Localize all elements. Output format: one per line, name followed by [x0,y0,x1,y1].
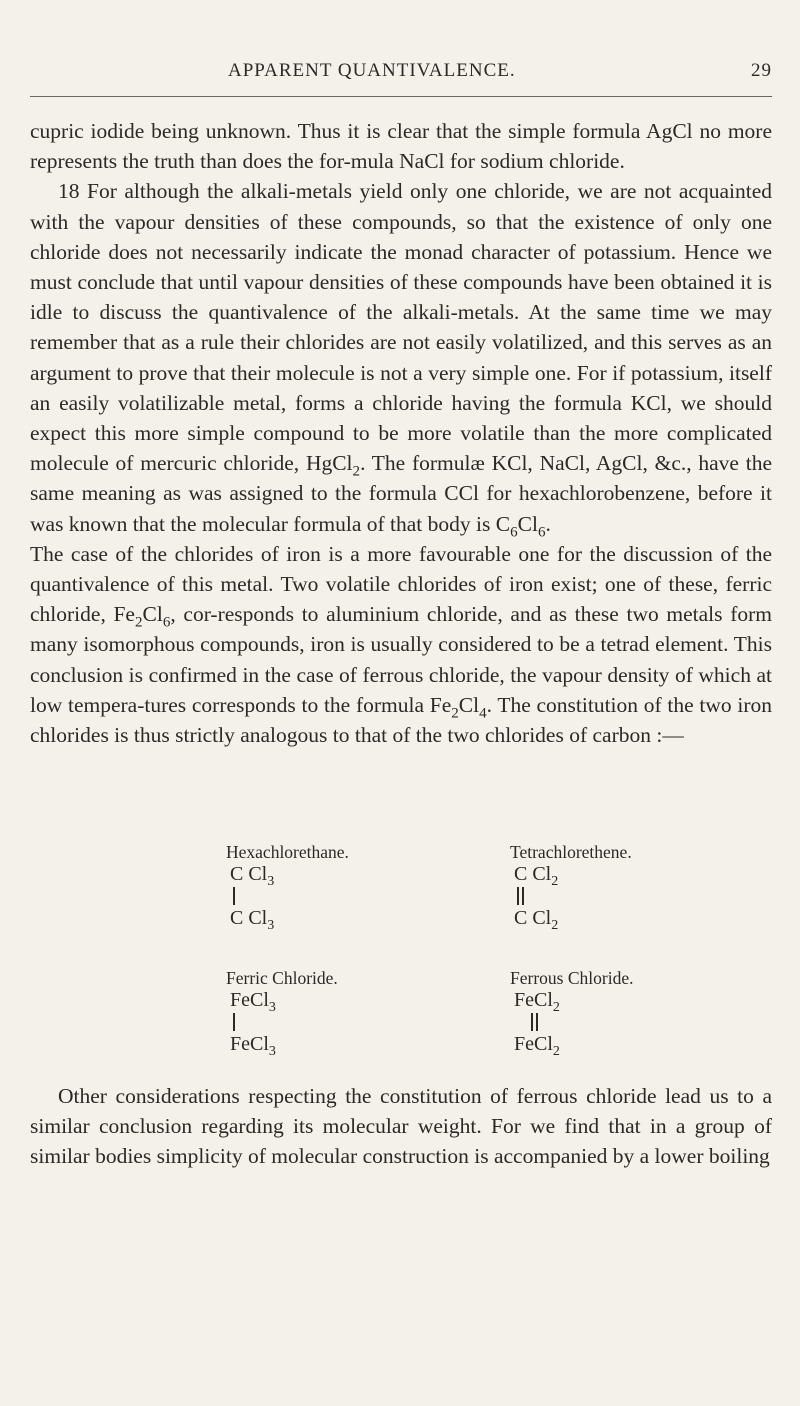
double-bond [517,885,710,907]
formula-bottom: FeCl$_3$ [230,1033,276,1059]
formula-label: Ferrous Chloride. [510,968,634,988]
paragraph-text: Cl [517,511,538,536]
formula-top: C $Cl_3$ [230,863,275,889]
paragraph-text: The case of the chlorides of iron is a more favourable one for the discussion of the quantivalence of this metal. Two volatile chlorides of iron exist; one of these, ferric chloride, Fe [30,541,772,627]
body-text [30,116,772,750]
subscript: 4 [479,705,487,722]
formula-label: Hexachlorethane. [226,842,349,862]
paragraph-text: . [545,511,551,536]
formula-block [226,842,746,1072]
paragraph-text: . The formulæ KCl, NaCl, AgCl, &c., have the same meaning as was assigned to the formula CCl for hexachlorobenzene, before it was known that the molecular formula of that body is C [30,451,772,536]
formula-label: Ferric Chloride. [226,968,338,988]
section-number: 18 [58,179,80,204]
formula-bottom: FeCl$_2$ [514,1033,560,1059]
paragraph-text: Cl [142,602,163,627]
formula-top: C $Cl_2$ [514,863,559,889]
paragraph-18 [30,176,772,538]
single-bond [233,1011,426,1033]
formula-bottom: C $Cl_2$ [514,907,559,933]
body-text-lower [30,1081,772,1172]
double-bond [517,1011,710,1033]
paragraph-text: For although the alkali-metals yield only one chloride, we are not acquainted with the vapour densities of these compounds, so that the existence of only one chloride does not necessarily indicate the monad character of potassium. Hence we must conclude that until vapour densities of these compounds have been obtained it is idle to discuss the quantivalence of the alkali-metals. At the same time we may remember that as a rule their chlorides are not easily volatilized, and this serves as an argument to prove that their molecule is not a very simple one. For if potassium, itself an easily volatilizable metal, forms a chloride having the formula KCl, we should expect this more simple compound to be more volatile than the more complicated molecule of mercuric chloride, HgCl [30,179,773,476]
running-title: APPARENT QUANTIVALENCE. [228,60,516,81]
paragraph-continued: cupric iodide being unknown. Thus it is clear that the simple formula AgCl no more represents the truth than does the for-mula NaCl for sodium chloride. [30,119,772,174]
header-rule [30,96,772,97]
paragraph-other-considerations: Other considerations respecting the constitution of ferrous chloride lead us to a similar conclusion regarding its molecular weight. For we find that in a group of similar bodies simplicity of molecular construction is accompanied by a lower boiling [30,1084,772,1169]
formula-hexachlorethane [226,842,426,933]
formula-label: Tetrachlorethene. [510,842,632,862]
formula-ferrous [510,968,710,1059]
formula-tetrachlorethene [510,842,710,933]
paragraph-text: Cl [458,692,480,717]
formula-top: FeCl$_2$ [514,989,560,1015]
subscript: 6 [537,523,546,540]
subscript: 2 [352,463,361,480]
running-head [30,56,772,90]
paragraph-text: , cor-responds to aluminium chloride, and as these two metals form many isomorphous compounds, iron is usually considered to be a tetrad element. This conclusion is confirmed in the case of ferrous chloride, the vapour density of which at low tempera-tures corresponds to the formula Fe [30,602,772,717]
page-number: 29 [751,60,772,81]
paragraph-text: . The constitution of the two iron chlorides is thus strictly analogous to that of the two chlorides of carbon :— [30,692,773,748]
subscript: 2 [134,614,143,631]
paragraph-iron [30,539,772,750]
single-bond [233,885,426,907]
subscript: 6 [510,523,518,540]
subscript: 6 [162,614,171,631]
formula-ferric [226,968,426,1059]
formula-bottom: C $Cl_3$ [230,907,275,933]
formula-top: FeCl$_3$ [230,989,276,1015]
subscript: 2 [451,705,459,722]
